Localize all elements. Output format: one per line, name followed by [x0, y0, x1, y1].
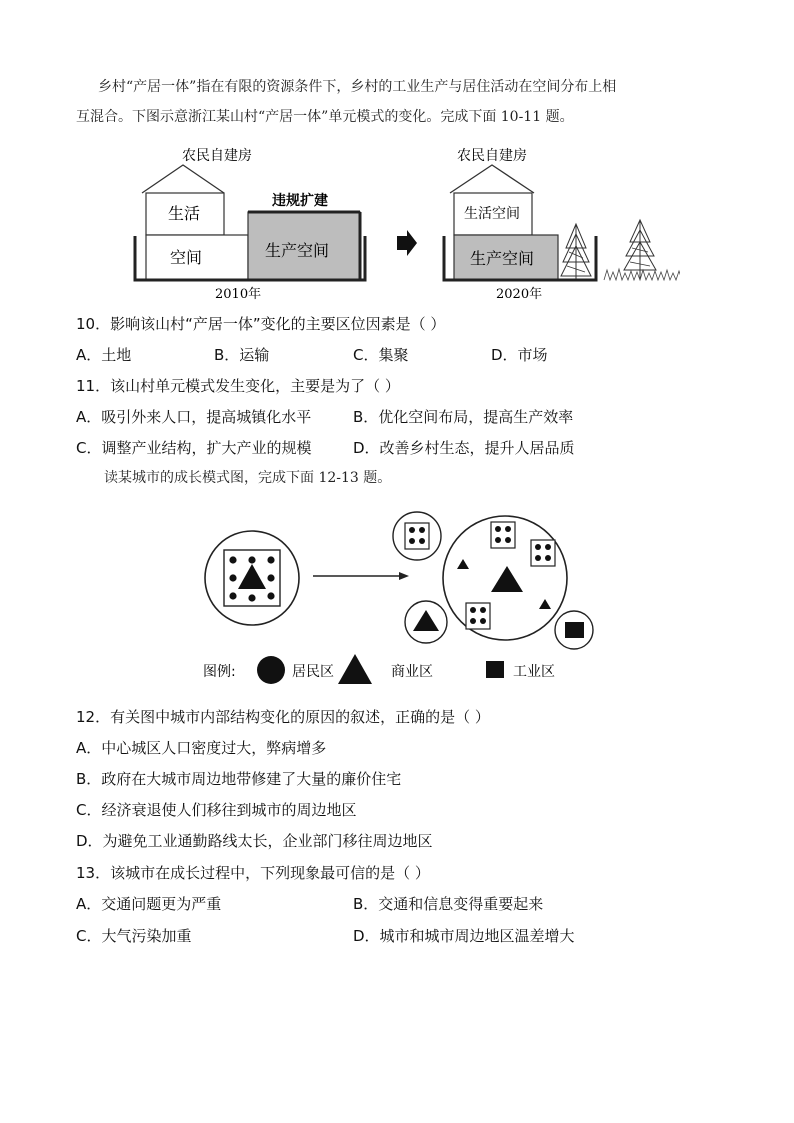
question-13-option-b[interactable]: B．交通和信息变得重要起来	[353, 895, 544, 913]
figure-production-living-units	[120, 140, 680, 308]
legend-industrial: 工业区	[513, 664, 555, 680]
house-roof-2010	[142, 165, 224, 193]
unit-2020	[444, 147, 680, 302]
residential-legend-icon	[257, 656, 285, 684]
question-12-option-d[interactable]: D．为避免工业通勤路线太长，企业部门移往周边地区	[76, 832, 433, 850]
city-grown	[443, 516, 567, 640]
question-10-stem: 10．影响该山村“产居一体”变化的主要区位因素是（ ）	[76, 315, 446, 333]
intro-line-2: 互混合。下图示意浙江某山村“产居一体”单元模式的变化。完成下面 10-11 题。	[76, 109, 574, 125]
tree-icon	[561, 224, 591, 280]
house-label-2010: 农民自建房	[182, 148, 252, 164]
question-10-option-c[interactable]: C．集聚	[353, 346, 409, 364]
living-upper-label-2010: 生活	[168, 204, 201, 223]
question-13-option-d[interactable]: D．城市和城市周边地区温差增大	[353, 927, 575, 945]
living-lower-label-2010: 空间	[170, 248, 203, 267]
question-10-option-b[interactable]: B．运输	[214, 346, 270, 364]
legend-residential: 居民区	[292, 664, 334, 680]
question-13-option-c[interactable]: C．大气污染加重	[76, 927, 192, 945]
question-12-stem: 12．有关图中城市内部结构变化的原因的叙述，正确的是（ ）	[76, 708, 490, 726]
satellite-commercial	[405, 601, 447, 643]
year-label-2010: 2010年	[215, 287, 262, 302]
tree-icon	[624, 220, 656, 280]
house-label-2020: 农民自建房	[457, 148, 527, 164]
question-11-option-b[interactable]: B．优化空间布局，提高生产效率	[353, 408, 574, 426]
production-label-2020: 生产空间	[470, 249, 535, 268]
city-early	[205, 531, 299, 625]
question-12-option-b[interactable]: B．政府在大城市周边地带修建了大量的廉价住宅	[76, 770, 402, 788]
commercial-legend-icon	[338, 654, 372, 684]
industrial-legend-icon	[486, 661, 504, 678]
question-11-option-a[interactable]: A．吸引外来人口，提高城镇化水平	[76, 408, 312, 426]
satellite-residential	[393, 512, 441, 560]
question-13-option-a[interactable]: A．交通问题更为严重	[76, 895, 222, 913]
living-space-label-2020: 生活空间	[464, 206, 520, 222]
transition-arrow	[397, 230, 417, 256]
legend-title: 图例:	[203, 664, 236, 680]
legend-commercial: 商业区	[391, 664, 433, 680]
unit-2010	[135, 147, 365, 302]
house-roof-2020	[450, 165, 534, 193]
intro-line-1: 乡村“产居一体”指在有限的资源条件下，乡村的工业生产与居住活动在空间分布上相	[98, 79, 617, 95]
question-11-option-d[interactable]: D．改善乡村生态，提升人居品质	[353, 439, 575, 457]
question-11-option-c[interactable]: C．调整产业结构，扩大产业的规模	[76, 439, 312, 457]
figure-city-growth	[195, 500, 605, 695]
grass-icon	[604, 269, 680, 280]
question-11-stem: 11．该山村单元模式发生变化，主要是为了（ ）	[76, 377, 400, 395]
question-13-stem: 13．该城市在成长过程中，下列现象最可信的是（ ）	[76, 864, 430, 882]
extension-label-2010: 违规扩建	[272, 193, 328, 209]
growth-arrow	[313, 572, 409, 580]
satellite-industrial	[555, 611, 593, 649]
question-10-option-d[interactable]: D．市场	[491, 346, 548, 364]
year-label-2020: 2020年	[496, 287, 543, 302]
question-12-option-a[interactable]: A．中心城区人口密度过大，弊病增多	[76, 739, 327, 757]
production-label-2010: 生产空间	[265, 241, 330, 260]
intro-2: 读某城市的成长模式图，完成下面 12-13 题。	[104, 470, 392, 486]
question-10-option-a[interactable]: A．土地	[76, 346, 132, 364]
question-12-option-c[interactable]: C．经济衰退使人们移往到城市的周边地区	[76, 801, 357, 819]
legend	[203, 654, 555, 684]
